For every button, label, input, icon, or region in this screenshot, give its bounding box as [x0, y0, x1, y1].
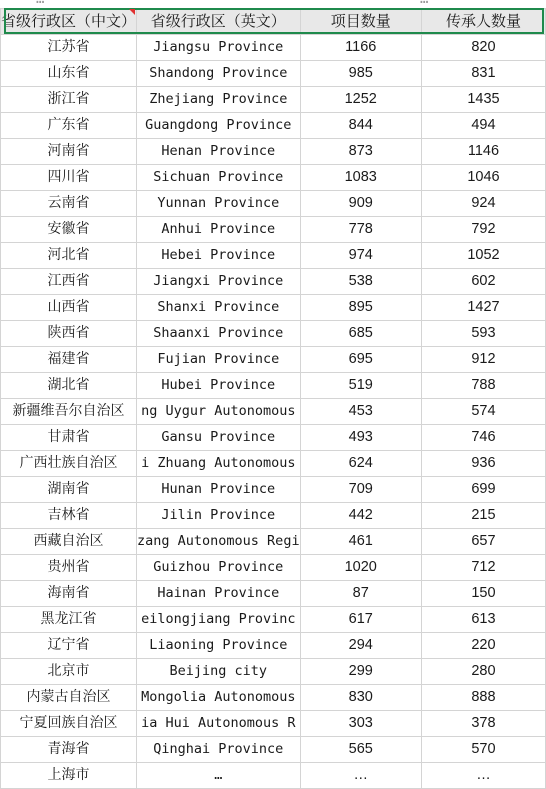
- project-count-cell[interactable]: 909: [300, 191, 421, 217]
- province-cn-cell[interactable]: 黑龙江省: [1, 607, 137, 633]
- project-count-cell[interactable]: 493: [300, 425, 421, 451]
- project-count-cell[interactable]: 1020: [300, 555, 421, 581]
- inheritor-count-cell[interactable]: 820: [421, 35, 545, 61]
- province-en-cell[interactable]: Jiangsu Province: [137, 35, 301, 61]
- province-cn-cell[interactable]: 新疆维吾尔自治区: [1, 399, 137, 425]
- province-en-cell[interactable]: zang Autonomous Regi: [137, 529, 301, 555]
- province-cn-cell[interactable]: 甘肃省: [1, 425, 137, 451]
- inheritor-count-cell[interactable]: 657: [421, 529, 545, 555]
- project-count-cell[interactable]: 830: [300, 685, 421, 711]
- inheritor-count-cell[interactable]: 792: [421, 217, 545, 243]
- inheritor-count-cell[interactable]: 602: [421, 269, 545, 295]
- province-en-cell[interactable]: Hunan Province: [137, 477, 301, 503]
- project-count-cell[interactable]: 778: [300, 217, 421, 243]
- table-row: [1, 373, 546, 399]
- project-count-cell[interactable]: 1083: [300, 165, 421, 191]
- province-en-cell[interactable]: Jiangxi Province: [137, 269, 301, 295]
- comment-indicator-icon: [129, 9, 135, 15]
- project-count-cell[interactable]: 461: [300, 529, 421, 555]
- province-cn-cell[interactable]: 河南省: [1, 139, 137, 165]
- province-cn-cell[interactable]: 陕西省: [1, 321, 137, 347]
- header-cell-province-en[interactable]: 省级行政区（英文）: [137, 9, 301, 35]
- project-count-cell[interactable]: 1166: [300, 35, 421, 61]
- province-cn-cell[interactable]: 宁夏回族自治区: [1, 711, 137, 737]
- province-en-cell[interactable]: Mongolia Autonomous: [137, 685, 301, 711]
- province-cn-cell[interactable]: 上海市: [1, 763, 137, 789]
- province-en-cell[interactable]: Henan Province: [137, 139, 301, 165]
- province-en-cell[interactable]: Fujian Province: [137, 347, 301, 373]
- table-row: [1, 451, 546, 477]
- inheritor-count-cell[interactable]: 593: [421, 321, 545, 347]
- clipped-text-left: [36, 0, 44, 7]
- table-row: [1, 763, 546, 789]
- project-count-cell[interactable]: 299: [300, 659, 421, 685]
- province-en-cell[interactable]: i Zhuang Autonomous: [137, 451, 301, 477]
- inheritor-count-cell[interactable]: 712: [421, 555, 545, 581]
- project-count-cell[interactable]: 538: [300, 269, 421, 295]
- province-en-cell[interactable]: Shanxi Province: [137, 295, 301, 321]
- table-row: [1, 269, 546, 295]
- province-cn-cell[interactable]: 河北省: [1, 243, 137, 269]
- inheritor-count-cell[interactable]: 1435: [421, 87, 545, 113]
- project-count-cell[interactable]: 844: [300, 113, 421, 139]
- table-row: [1, 659, 546, 685]
- inheritor-count-cell[interactable]: 574: [421, 399, 545, 425]
- previous-row-fragment: [0, 0, 546, 8]
- province-en-cell[interactable]: eilongjiang Provinc: [137, 607, 301, 633]
- province-en-cell[interactable]: Liaoning Province: [137, 633, 301, 659]
- table-row: [1, 685, 546, 711]
- inheritor-count-cell[interactable]: 494: [421, 113, 545, 139]
- project-count-cell[interactable]: 617: [300, 607, 421, 633]
- province-cn-cell[interactable]: 青海省: [1, 737, 137, 763]
- inheritor-count-cell[interactable]: 1046: [421, 165, 545, 191]
- table-row: [1, 633, 546, 659]
- inheritor-count-cell[interactable]: 924: [421, 191, 545, 217]
- province-cn-cell[interactable]: 广西壮族自治区: [1, 451, 137, 477]
- project-count-cell[interactable]: 1252: [300, 87, 421, 113]
- header-cell-inheritor-count[interactable]: 传承人数量: [421, 9, 545, 35]
- table-row: [1, 61, 546, 87]
- project-count-cell[interactable]: 303: [300, 711, 421, 737]
- province-cn-cell[interactable]: 广东省: [1, 113, 137, 139]
- inheritor-count-cell[interactable]: 220: [421, 633, 545, 659]
- table-row: [1, 113, 546, 139]
- project-count-cell[interactable]: 453: [300, 399, 421, 425]
- data-table: [0, 8, 546, 789]
- table-row: [1, 321, 546, 347]
- province-cn-cell[interactable]: 内蒙古自治区: [1, 685, 137, 711]
- table-row: [1, 87, 546, 113]
- province-en-cell[interactable]: Yunnan Province: [137, 191, 301, 217]
- project-count-cell[interactable]: 685: [300, 321, 421, 347]
- inheritor-count-cell[interactable]: 378: [421, 711, 545, 737]
- table-row: [1, 711, 546, 737]
- table-row: [1, 139, 546, 165]
- inheritor-count-cell[interactable]: 1427: [421, 295, 545, 321]
- project-count-cell[interactable]: 87: [300, 581, 421, 607]
- inheritor-count-cell[interactable]: 788: [421, 373, 545, 399]
- table-row: [1, 477, 546, 503]
- province-cn-cell[interactable]: 湖北省: [1, 373, 137, 399]
- project-count-cell[interactable]: 895: [300, 295, 421, 321]
- clipped-text-right: [420, 0, 428, 7]
- table-row: [1, 607, 546, 633]
- project-count-cell[interactable]: 442: [300, 503, 421, 529]
- header-cell-province-cn[interactable]: 省级行政区（中文）: [1, 9, 137, 35]
- province-en-cell[interactable]: ng Uygur Autonomous: [137, 399, 301, 425]
- project-count-cell[interactable]: 873: [300, 139, 421, 165]
- province-en-cell[interactable]: Hebei Province: [137, 243, 301, 269]
- project-count-cell[interactable]: 695: [300, 347, 421, 373]
- province-en-cell[interactable]: Sichuan Province: [137, 165, 301, 191]
- province-cn-cell[interactable]: 海南省: [1, 581, 137, 607]
- project-count-cell[interactable]: 709: [300, 477, 421, 503]
- project-count-cell[interactable]: 624: [300, 451, 421, 477]
- province-cn-cell[interactable]: 湖南省: [1, 477, 137, 503]
- project-count-cell[interactable]: 565: [300, 737, 421, 763]
- province-cn-cell[interactable]: 浙江省: [1, 87, 137, 113]
- inheritor-count-cell[interactable]: 831: [421, 61, 545, 87]
- inheritor-count-cell[interactable]: 613: [421, 607, 545, 633]
- province-en-cell[interactable]: Zhejiang Province: [137, 87, 301, 113]
- province-cn-cell[interactable]: 江西省: [1, 269, 137, 295]
- province-cn-cell[interactable]: 山东省: [1, 61, 137, 87]
- province-cn-cell[interactable]: 贵州省: [1, 555, 137, 581]
- province-en-cell[interactable]: Jilin Province: [137, 503, 301, 529]
- table-row: [1, 581, 546, 607]
- province-cn-cell[interactable]: 北京市: [1, 659, 137, 685]
- inheritor-count-cell[interactable]: 888: [421, 685, 545, 711]
- province-en-cell[interactable]: ia Hui Autonomous R: [137, 711, 301, 737]
- province-cn-cell[interactable]: 辽宁省: [1, 633, 137, 659]
- inheritor-count-cell[interactable]: 936: [421, 451, 545, 477]
- project-count-cell[interactable]: 294: [300, 633, 421, 659]
- project-count-cell[interactable]: 519: [300, 373, 421, 399]
- inheritor-count-cell[interactable]: 215: [421, 503, 545, 529]
- province-en-cell[interactable]: Anhui Province: [137, 217, 301, 243]
- table-row: [1, 529, 546, 555]
- inheritor-count-cell[interactable]: …: [421, 763, 545, 789]
- province-en-cell[interactable]: …: [137, 763, 301, 789]
- table-row: [1, 737, 546, 763]
- inheritor-count-cell[interactable]: 912: [421, 347, 545, 373]
- table-row: [1, 191, 546, 217]
- province-en-cell[interactable]: Shandong Province: [137, 61, 301, 87]
- province-cn-cell[interactable]: 西藏自治区: [1, 529, 137, 555]
- province-en-cell[interactable]: Shaanxi Province: [137, 321, 301, 347]
- province-en-cell[interactable]: Beijing city: [137, 659, 301, 685]
- province-en-cell[interactable]: Gansu Province: [137, 425, 301, 451]
- table-row: [1, 425, 546, 451]
- province-en-cell[interactable]: Qinghai Province: [137, 737, 301, 763]
- inheritor-count-cell[interactable]: 570: [421, 737, 545, 763]
- table-row: [1, 243, 546, 269]
- province-cn-cell[interactable]: 山西省: [1, 295, 137, 321]
- table-row: [1, 399, 546, 425]
- header-cell-project-count[interactable]: 项目数量: [300, 9, 421, 35]
- table-row: [1, 165, 546, 191]
- header-row: [1, 9, 546, 35]
- table-row: [1, 555, 546, 581]
- province-en-cell[interactable]: Hainan Province: [137, 581, 301, 607]
- table-row: [1, 503, 546, 529]
- project-count-cell[interactable]: …: [300, 763, 421, 789]
- inheritor-count-cell[interactable]: 699: [421, 477, 545, 503]
- table-row: [1, 35, 546, 61]
- inheritor-count-cell[interactable]: 280: [421, 659, 545, 685]
- project-count-cell[interactable]: 985: [300, 61, 421, 87]
- province-cn-cell[interactable]: 江苏省: [1, 35, 137, 61]
- province-cn-cell[interactable]: 安徽省: [1, 217, 137, 243]
- inheritor-count-cell[interactable]: 1052: [421, 243, 545, 269]
- inheritor-count-cell[interactable]: 1146: [421, 139, 545, 165]
- province-cn-cell[interactable]: 四川省: [1, 165, 137, 191]
- province-en-cell[interactable]: Guizhou Province: [137, 555, 301, 581]
- inheritor-count-cell[interactable]: 150: [421, 581, 545, 607]
- province-cn-cell[interactable]: 吉林省: [1, 503, 137, 529]
- table-row: [1, 217, 546, 243]
- table-row: [1, 347, 546, 373]
- table-row: [1, 295, 546, 321]
- province-en-cell[interactable]: Hubei Province: [137, 373, 301, 399]
- province-en-cell[interactable]: Guangdong Province: [137, 113, 301, 139]
- province-cn-cell[interactable]: 福建省: [1, 347, 137, 373]
- inheritor-count-cell[interactable]: 746: [421, 425, 545, 451]
- project-count-cell[interactable]: 974: [300, 243, 421, 269]
- province-cn-cell[interactable]: 云南省: [1, 191, 137, 217]
